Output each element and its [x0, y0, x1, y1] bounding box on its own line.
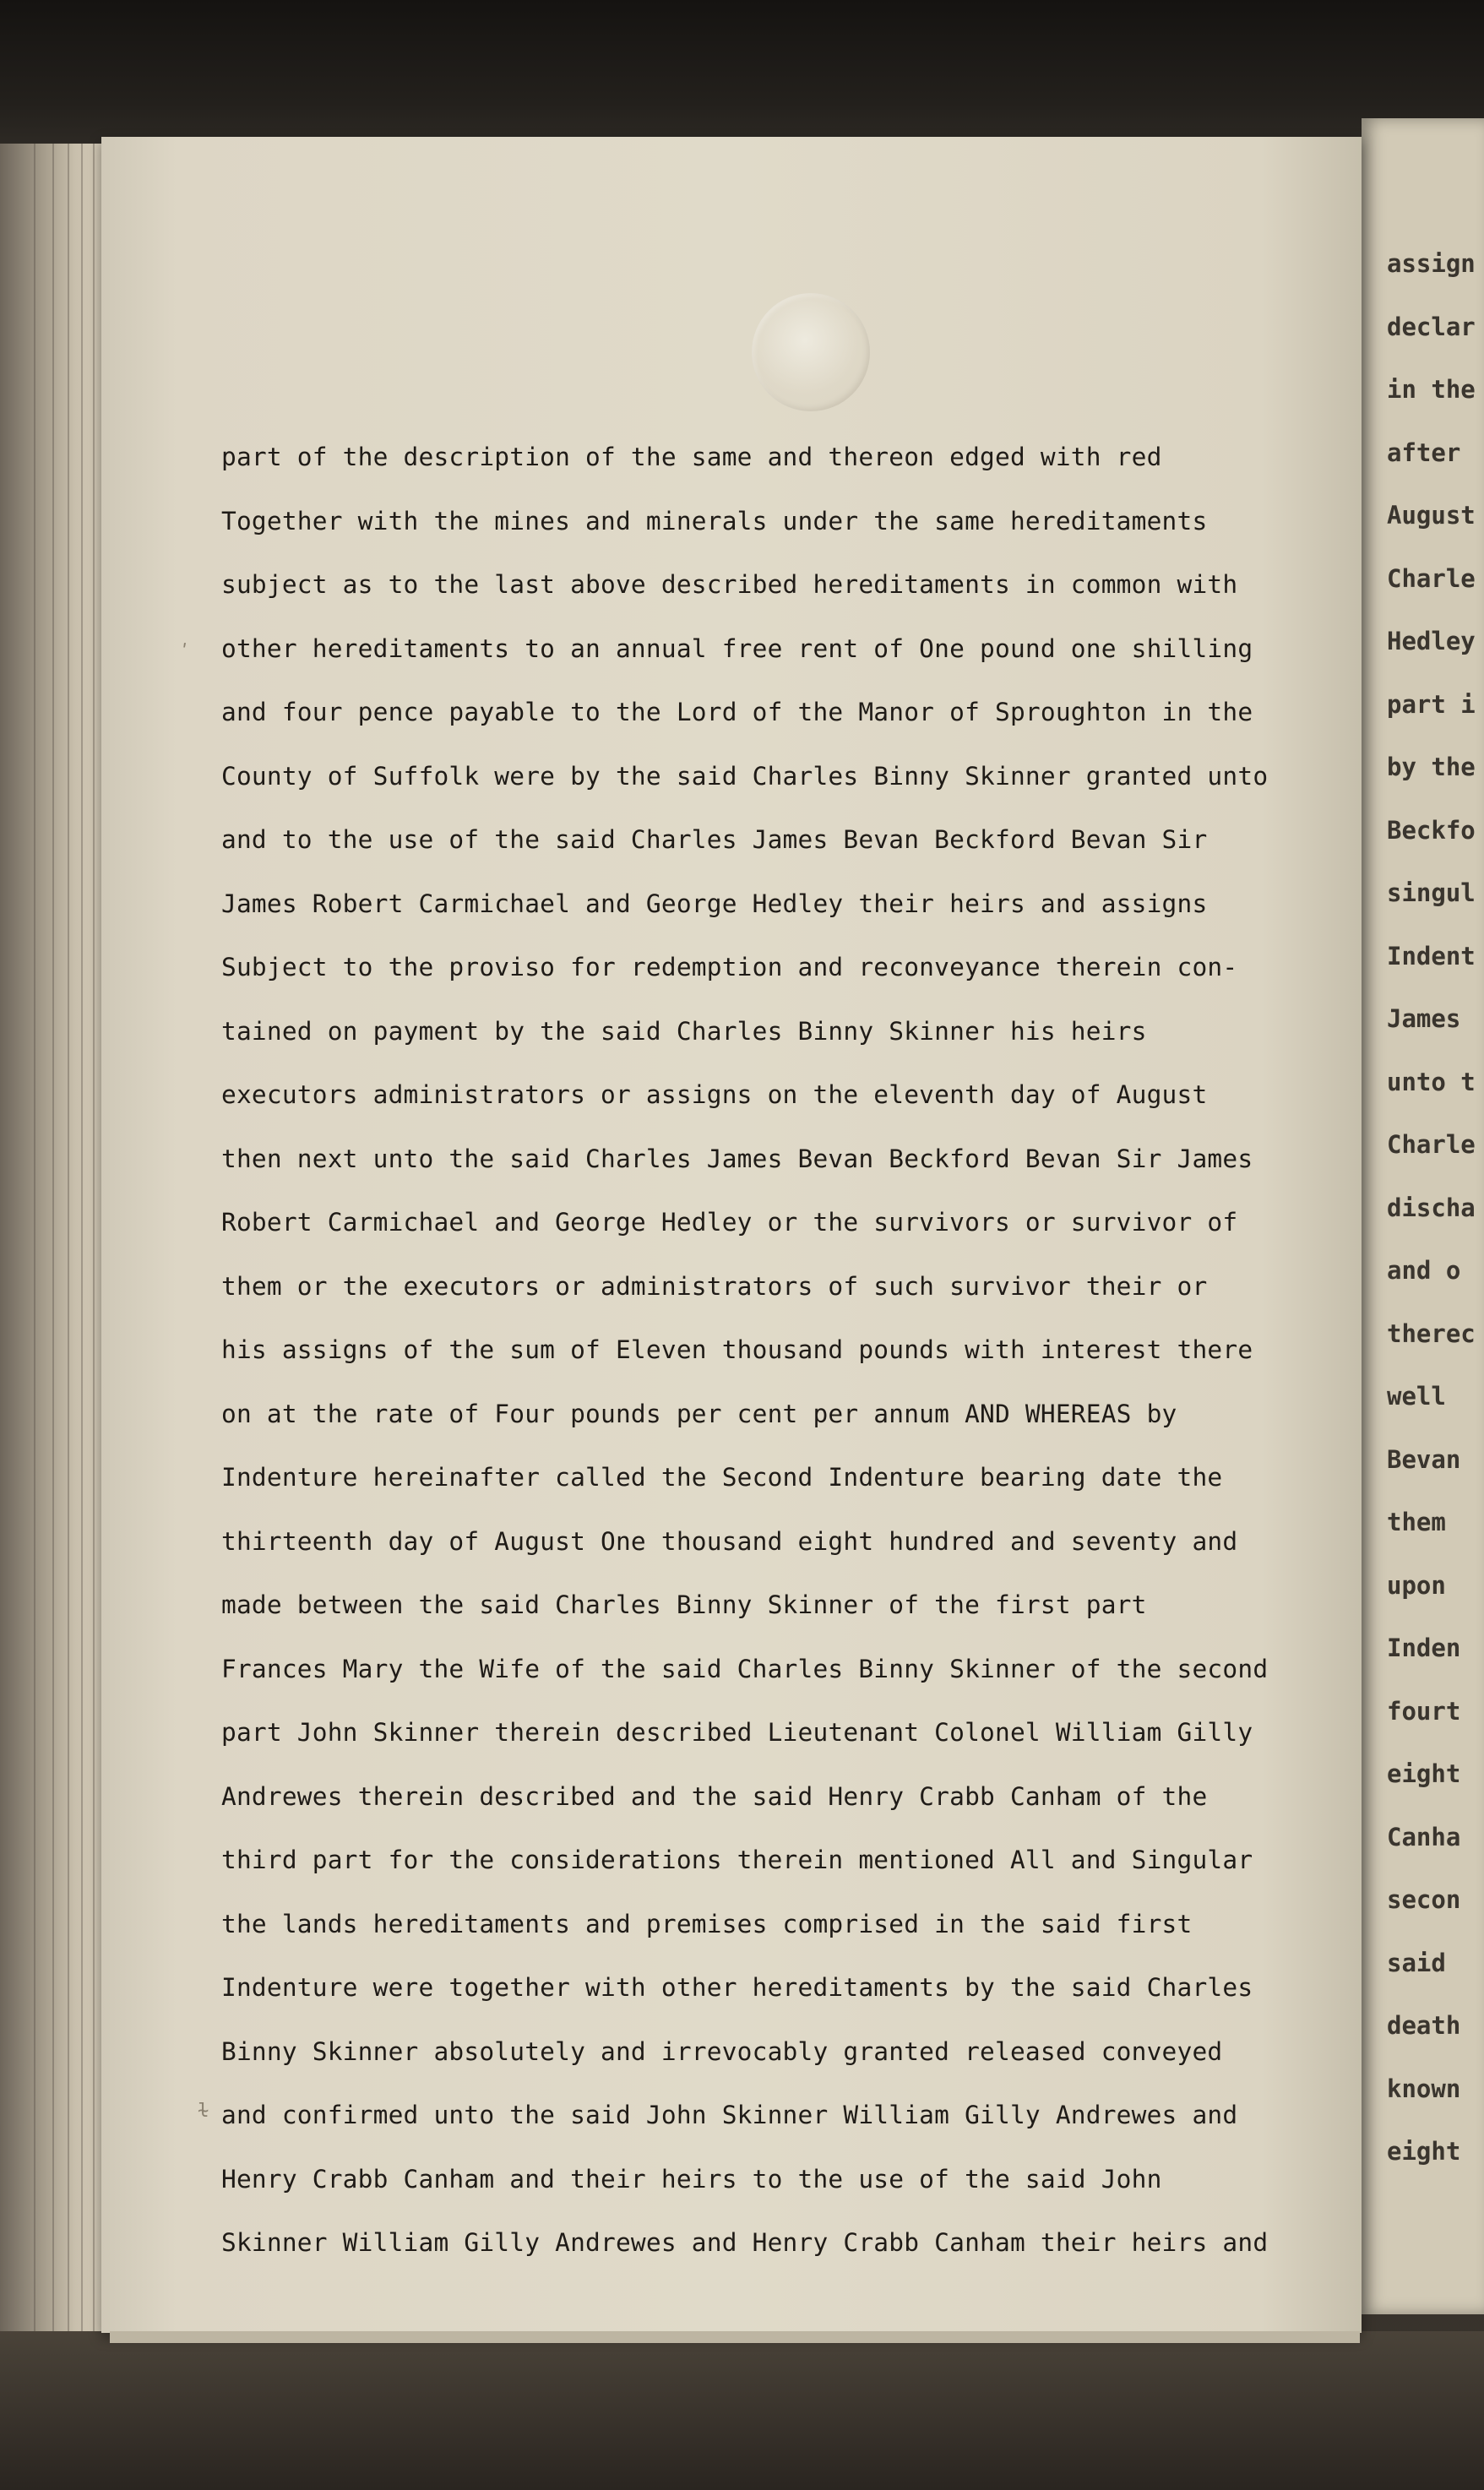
- text-line: Robert Carmichael and George Hedley or the survivors or survivor of: [221, 1208, 1238, 1237]
- bottom-shadow: [0, 2331, 1484, 2490]
- facing-page-line: in the: [1387, 375, 1476, 404]
- facing-page-line: well: [1387, 1382, 1446, 1411]
- facing-page-line: eight: [1387, 2137, 1461, 2166]
- facing-page-line: and o: [1387, 1256, 1461, 1285]
- facing-page-line: Inden: [1387, 1634, 1461, 1662]
- text-line: Indenture were together with other hereditaments by the said Charles: [221, 1973, 1253, 2002]
- text-line: Skinner William Gilly Andrewes and Henry Crabb Canham their heirs and: [221, 2228, 1269, 2257]
- page-body-text: [221, 426, 1353, 2275]
- text-line: part of the description of the same and thereon edged with red: [221, 443, 1162, 471]
- facing-page-line: assign: [1387, 249, 1476, 278]
- text-line: them or the executors or administrators of such survivor their or: [221, 1271, 1208, 1301]
- facing-page-line: upon: [1387, 1570, 1446, 1600]
- text-line: tained on payment by the said Charles Binny Skinner his heirs: [221, 1016, 1147, 1046]
- text-line: Henry Crabb Canham and their heirs to the use of the said John: [221, 2164, 1162, 2194]
- embossed-seal: [752, 293, 870, 411]
- facing-page-line: fourt: [1387, 1696, 1461, 1726]
- facing-page-line: Hedley: [1387, 627, 1476, 655]
- text-line: Andrewes therein described and the said Henry Crabb Canham of the: [221, 1781, 1208, 1811]
- typed-page: [101, 137, 1362, 2333]
- facing-page-line: them: [1387, 1508, 1446, 1536]
- text-line: thirteenth day of August One thousand eight hundred and seventy and: [221, 1526, 1238, 1556]
- facing-page-line: said: [1387, 1948, 1446, 1977]
- facing-page-line: Beckfo: [1387, 815, 1476, 845]
- margin-mark: ʹ: [179, 642, 191, 663]
- text-line: part John Skinner therein described Lieutenant Colonel William Gilly: [221, 1718, 1253, 1747]
- facing-page-line: death: [1387, 2011, 1461, 2040]
- facing-page-line: Indent: [1387, 941, 1476, 970]
- text-line: Frances Mary the Wife of the said Charles Binny Skinner of the second: [221, 1654, 1269, 1683]
- book-binding: [0, 0, 1484, 148]
- facing-page-line: August: [1387, 501, 1476, 530]
- text-line: James Robert Carmichael and George Hedley their heirs and assigns: [221, 889, 1208, 918]
- facing-page-line: by the: [1387, 753, 1476, 781]
- text-line: Indenture hereinafter called the Second Indenture bearing date the: [221, 1463, 1223, 1492]
- text-line: the lands hereditaments and premises comprised in the said first: [221, 1909, 1193, 1938]
- text-line: on at the rate of Four pounds per cent per annum AND WHEREAS by: [221, 1399, 1177, 1428]
- facing-page-line: Charle: [1387, 1130, 1476, 1159]
- facing-page-line: singul: [1387, 878, 1476, 907]
- facing-page-line: known: [1387, 2074, 1461, 2103]
- text-line: his assigns of the sum of Eleven thousand pounds with interest there: [221, 1335, 1253, 1364]
- text-line: and four pence payable to the Lord of the Manor of Sproughton in the: [221, 698, 1253, 726]
- text-line: then next unto the said Charles James Bevan Beckford Bevan Sir James: [221, 1144, 1253, 1173]
- text-line: executors administrators or assigns on the eleventh day of August: [221, 1080, 1208, 1109]
- text-line: Together with the mines and minerals under the same hereditaments: [221, 506, 1208, 536]
- facing-page-line: after: [1387, 438, 1461, 467]
- text-line: and to the use of the said Charles James Bevan Beckford Bevan Sir: [221, 825, 1208, 854]
- facing-page: [1362, 118, 1484, 2314]
- text-line: third part for the considerations therein mentioned All and Singular: [221, 1846, 1253, 1874]
- facing-page-line: unto t: [1387, 1067, 1476, 1096]
- facing-page-line: Bevan: [1387, 1444, 1461, 1474]
- facing-page-line: eight: [1387, 1759, 1461, 1788]
- facing-page-line: James: [1387, 1004, 1461, 1033]
- facing-page-line: secon: [1387, 1885, 1461, 1914]
- text-line: made between the said Charles Binny Skinner of the first part: [221, 1590, 1147, 1619]
- facing-page-line: discha: [1387, 1193, 1476, 1222]
- margin-mark: ɫ: [198, 2101, 209, 2122]
- facing-page-line: declar: [1387, 312, 1476, 341]
- facing-page-line: Charle: [1387, 563, 1476, 593]
- text-line: subject as to the last above described hereditaments in common with: [221, 570, 1238, 599]
- facing-page-line: Canha: [1387, 1822, 1461, 1851]
- facing-page-line: part i: [1387, 689, 1476, 719]
- text-line: Subject to the proviso for redemption and reconveyance therein con-: [221, 953, 1238, 981]
- text-line: County of Suffolk were by the said Charles Binny Skinner granted unto: [221, 761, 1269, 791]
- text-line: other hereditaments to an annual free rent of One pound one shilling: [221, 633, 1253, 663]
- facing-page-line: therec: [1387, 1318, 1476, 1348]
- text-line: and confirmed unto the said John Skinner William Gilly Andrewes and: [221, 2101, 1238, 2129]
- page-bottom-edge: [110, 2331, 1360, 2343]
- text-line: Binny Skinner absolutely and irrevocably granted released conveyed: [221, 2036, 1223, 2066]
